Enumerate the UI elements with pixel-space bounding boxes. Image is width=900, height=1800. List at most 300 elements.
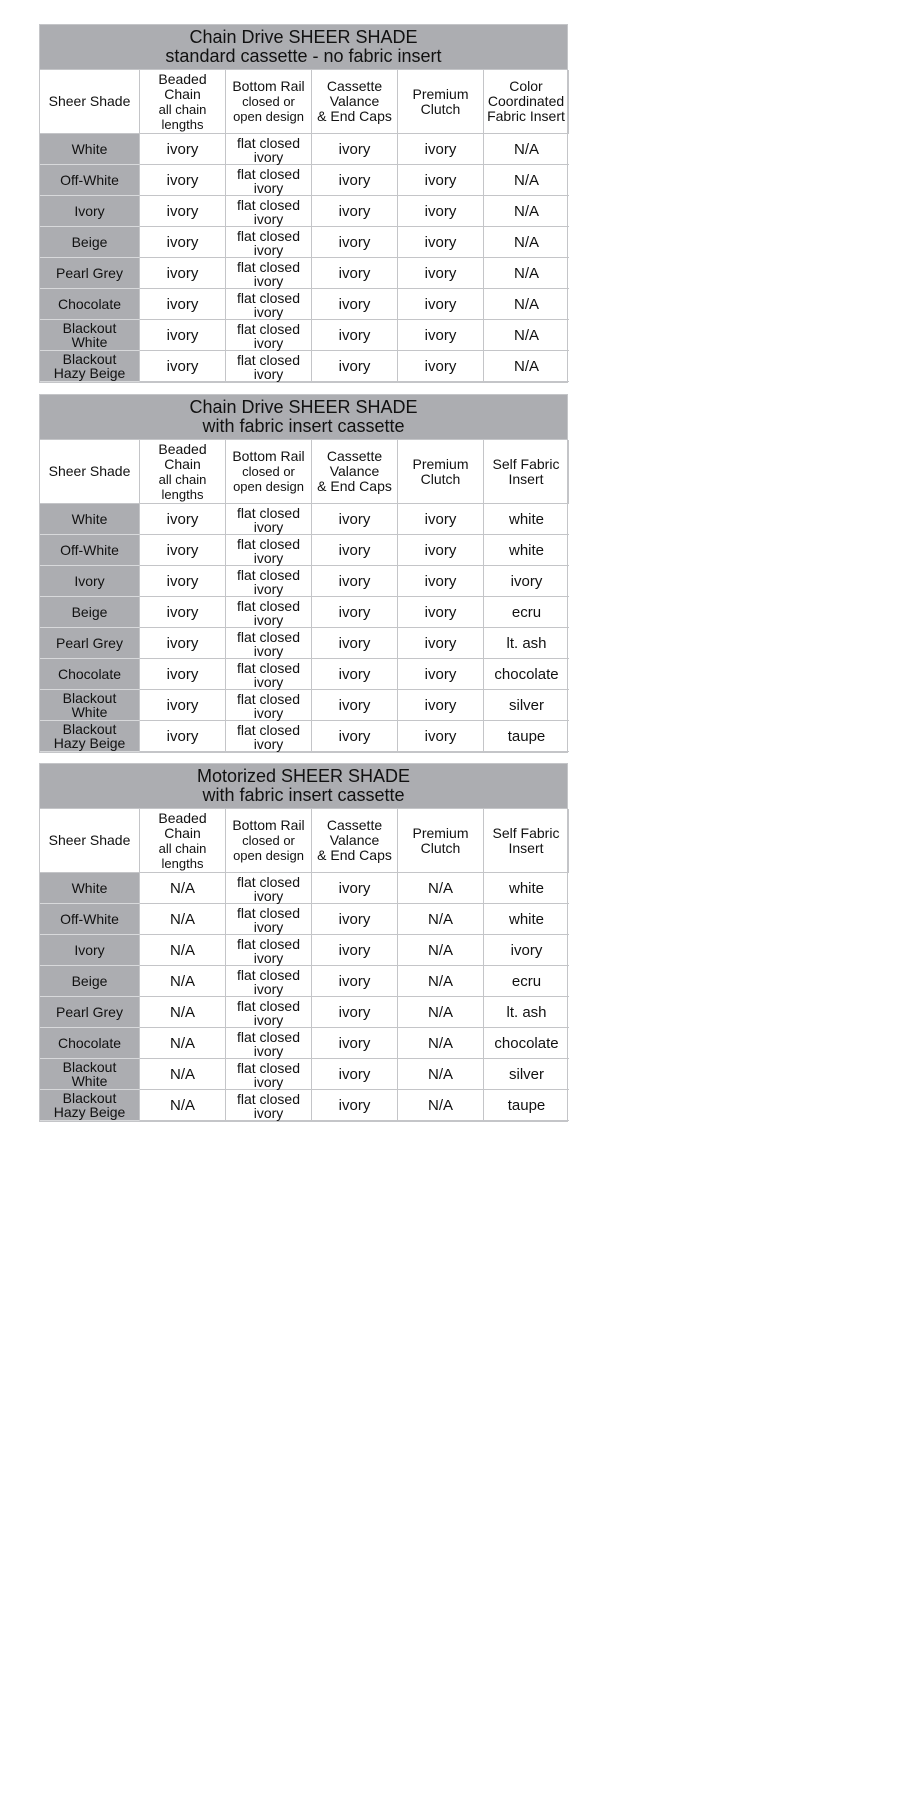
header-line: Sheer Shade	[48, 93, 131, 109]
header-line: lengths	[161, 116, 204, 132]
header-line: Beaded	[158, 440, 207, 457]
cell-clutch: ivory	[398, 504, 484, 535]
row-name-line: White	[71, 1073, 108, 1089]
rail-line: ivory	[253, 888, 284, 904]
header-line: open design	[233, 109, 304, 124]
row-name	[40, 873, 140, 904]
cell-cassette: ivory	[312, 597, 398, 628]
cell-rail	[226, 351, 312, 382]
rail-line: ivory	[253, 981, 284, 997]
cell-cassette: ivory	[312, 351, 398, 382]
cell-chain: N/A	[140, 873, 226, 904]
header-line: Beaded	[158, 70, 207, 87]
header-cassette	[312, 440, 398, 504]
header-line: Valance	[329, 463, 380, 479]
rail-line: flat closed	[236, 660, 301, 676]
rail-line: flat closed	[236, 629, 301, 645]
cell-rail	[226, 659, 312, 690]
table-grid	[40, 70, 567, 382]
cell-insert: N/A	[484, 258, 569, 289]
rail-line: flat closed	[236, 352, 301, 368]
rail-line: flat closed	[236, 874, 301, 890]
row-name-line: Pearl Grey	[56, 265, 123, 281]
cell-clutch: ivory	[398, 566, 484, 597]
cell-clutch: ivory	[398, 258, 484, 289]
row-name	[40, 1028, 140, 1059]
cell-rail	[226, 935, 312, 966]
cell-insert: lt. ash	[484, 997, 569, 1028]
cell-rail	[226, 628, 312, 659]
cell-chain: ivory	[140, 504, 226, 535]
rail-line: ivory	[253, 242, 284, 258]
cell-chain: ivory	[140, 165, 226, 196]
cell-cassette: ivory	[312, 566, 398, 597]
cell-cassette: ivory	[312, 659, 398, 690]
cell-insert: chocolate	[484, 1028, 569, 1059]
rail-line: ivory	[253, 643, 284, 659]
cell-clutch: ivory	[398, 535, 484, 566]
header-line: Self Fabric	[492, 455, 560, 472]
header-line: lengths	[161, 486, 204, 502]
cell-rail	[226, 966, 312, 997]
cell-rail	[226, 535, 312, 566]
rail-line: flat closed	[236, 567, 301, 583]
spec-table-chain-insert	[39, 394, 568, 753]
rail-line: flat closed	[236, 967, 301, 983]
header-premium-clutch	[398, 70, 484, 134]
header-line: all chain	[158, 471, 207, 487]
cell-cassette: ivory	[312, 997, 398, 1028]
cell-insert: white	[484, 873, 569, 904]
rail-line: ivory	[253, 581, 284, 597]
cell-cassette: ivory	[312, 227, 398, 258]
rail-line: ivory	[253, 919, 284, 935]
cell-insert: ivory	[484, 935, 569, 966]
rail-line: flat closed	[236, 290, 301, 306]
cell-chain: ivory	[140, 196, 226, 227]
cell-cassette: ivory	[312, 320, 398, 351]
row-name-line: Pearl Grey	[56, 1004, 123, 1020]
rail-line: ivory	[253, 1043, 284, 1059]
cell-insert: ivory	[484, 566, 569, 597]
cell-rail	[226, 904, 312, 935]
row-name-line: Off-White	[60, 542, 119, 558]
row-name	[40, 1090, 140, 1121]
row-name-line: Blackout	[62, 690, 117, 706]
cell-clutch: ivory	[398, 134, 484, 165]
cell-chain: ivory	[140, 535, 226, 566]
header-line: Chain	[164, 85, 201, 102]
cell-chain: ivory	[140, 227, 226, 258]
cell-insert: N/A	[484, 351, 569, 382]
cell-rail	[226, 320, 312, 351]
cell-cassette: ivory	[312, 196, 398, 227]
cell-chain: ivory	[140, 597, 226, 628]
row-name	[40, 258, 140, 289]
header-line: all chain	[158, 101, 207, 117]
header-line: Chain	[164, 455, 201, 472]
rail-line: ivory	[253, 211, 284, 227]
rail-line: ivory	[253, 705, 284, 721]
row-name	[40, 1059, 140, 1090]
rail-line: ivory	[253, 180, 284, 196]
cell-clutch: ivory	[398, 351, 484, 382]
rail-line: ivory	[253, 1074, 284, 1090]
cell-cassette: ivory	[312, 721, 398, 752]
cell-rail	[226, 1028, 312, 1059]
cell-insert: white	[484, 535, 569, 566]
cell-rail	[226, 873, 312, 904]
header-sheer-shade	[40, 70, 140, 134]
cell-clutch: ivory	[398, 628, 484, 659]
cell-insert: N/A	[484, 289, 569, 320]
cell-insert: N/A	[484, 227, 569, 258]
cell-cassette: ivory	[312, 873, 398, 904]
header-line: Bottom Rail	[232, 78, 305, 94]
cell-insert: N/A	[484, 196, 569, 227]
header-line: Premium	[412, 455, 469, 472]
cell-clutch: ivory	[398, 721, 484, 752]
cell-cassette: ivory	[312, 504, 398, 535]
cell-rail	[226, 997, 312, 1028]
rail-line: ivory	[253, 550, 284, 566]
cell-insert: taupe	[484, 721, 569, 752]
cell-clutch: ivory	[398, 690, 484, 721]
cell-chain: ivory	[140, 659, 226, 690]
header-premium-clutch	[398, 809, 484, 873]
row-name-line: Off-White	[60, 172, 119, 188]
row-name	[40, 320, 140, 351]
rail-line: ivory	[253, 149, 284, 165]
cell-insert: ecru	[484, 597, 569, 628]
cell-clutch: N/A	[398, 1028, 484, 1059]
row-name-line: Beige	[71, 234, 108, 250]
cell-cassette: ivory	[312, 1090, 398, 1121]
cell-chain: ivory	[140, 628, 226, 659]
table-grid	[40, 440, 567, 752]
header-line: Sheer Shade	[48, 832, 131, 848]
header-line: Bottom Rail	[232, 817, 305, 833]
row-name-line: Pearl Grey	[56, 635, 123, 651]
cell-chain: N/A	[140, 935, 226, 966]
header-line: Fabric Insert	[487, 108, 565, 124]
header-line: Color	[509, 78, 543, 94]
row-name-line: Chocolate	[57, 296, 122, 312]
header-line: Cassette	[326, 78, 383, 94]
header-premium-clutch	[398, 440, 484, 504]
row-name-line: Ivory	[74, 942, 105, 958]
table-title	[40, 25, 567, 70]
header-line: Cassette	[326, 817, 383, 833]
cell-clutch: N/A	[398, 904, 484, 935]
row-name	[40, 997, 140, 1028]
row-name-line: Blackout	[62, 721, 117, 737]
cell-rail	[226, 165, 312, 196]
cell-clutch: ivory	[398, 165, 484, 196]
header-sheer-shade	[40, 440, 140, 504]
rail-line: flat closed	[236, 1091, 301, 1107]
row-name-line: Chocolate	[57, 1035, 122, 1051]
row-name	[40, 690, 140, 721]
cell-rail	[226, 504, 312, 535]
rail-line: ivory	[253, 736, 284, 752]
row-name-line: Blackout	[62, 351, 117, 367]
cell-chain: ivory	[140, 351, 226, 382]
row-name-line: Ivory	[74, 573, 105, 589]
row-name	[40, 289, 140, 320]
cell-insert: white	[484, 904, 569, 935]
table-subtitle-line: with fabric insert cassette	[202, 416, 405, 436]
cell-rail	[226, 258, 312, 289]
rail-line: ivory	[253, 1012, 284, 1028]
rail-line: ivory	[253, 304, 284, 320]
row-name	[40, 659, 140, 690]
row-name-line: Blackout	[62, 1090, 117, 1106]
header-beaded-chain	[140, 70, 226, 134]
row-name-line: Hazy Beige	[53, 365, 126, 381]
cell-chain: N/A	[140, 1090, 226, 1121]
cell-clutch: N/A	[398, 997, 484, 1028]
rail-line: flat closed	[236, 197, 301, 213]
header-line: Clutch	[420, 470, 461, 487]
row-name	[40, 935, 140, 966]
cell-rail	[226, 134, 312, 165]
cell-rail	[226, 597, 312, 628]
cell-cassette: ivory	[312, 1059, 398, 1090]
row-name	[40, 134, 140, 165]
cell-cassette: ivory	[312, 935, 398, 966]
row-name-line: Beige	[71, 973, 108, 989]
row-name	[40, 904, 140, 935]
cell-insert: white	[484, 504, 569, 535]
rail-line: ivory	[253, 519, 284, 535]
cell-cassette: ivory	[312, 966, 398, 997]
table-title	[40, 764, 567, 809]
row-name	[40, 966, 140, 997]
row-name	[40, 165, 140, 196]
cell-cassette: ivory	[312, 258, 398, 289]
cell-chain: N/A	[140, 966, 226, 997]
rail-line: flat closed	[236, 722, 301, 738]
header-line: all chain	[158, 840, 207, 856]
cell-rail	[226, 196, 312, 227]
header-beaded-chain	[140, 440, 226, 504]
cell-chain: ivory	[140, 289, 226, 320]
row-name	[40, 597, 140, 628]
cell-insert: N/A	[484, 320, 569, 351]
row-name	[40, 535, 140, 566]
cell-clutch: N/A	[398, 935, 484, 966]
cell-insert: silver	[484, 1059, 569, 1090]
row-name-line: White	[71, 334, 108, 350]
row-name-line: Blackout	[62, 1059, 117, 1075]
header-line: Clutch	[420, 839, 461, 856]
cell-rail	[226, 1059, 312, 1090]
header-line: Valance	[329, 832, 380, 848]
cell-cassette: ivory	[312, 690, 398, 721]
cell-insert: N/A	[484, 165, 569, 196]
header-cassette	[312, 809, 398, 873]
table-title-line: Motorized SHEER SHADE	[196, 766, 411, 786]
header-line: lengths	[161, 855, 204, 871]
row-name-line: Blackout	[62, 320, 117, 336]
spec-table-motorized-insert	[39, 763, 568, 1122]
table-subtitle-line: standard cassette - no fabric insert	[165, 46, 442, 66]
header-line: Coordinated	[487, 93, 565, 109]
cell-insert: N/A	[484, 134, 569, 165]
cell-cassette: ivory	[312, 165, 398, 196]
rail-line: flat closed	[236, 228, 301, 244]
row-name	[40, 196, 140, 227]
cell-chain: ivory	[140, 721, 226, 752]
cell-rail	[226, 227, 312, 258]
header-line: Bottom Rail	[232, 448, 305, 464]
header-line: Cassette	[326, 448, 383, 464]
header-fabric-insert	[484, 70, 569, 134]
row-name	[40, 351, 140, 382]
cell-rail	[226, 690, 312, 721]
cell-clutch: N/A	[398, 1059, 484, 1090]
cell-cassette: ivory	[312, 134, 398, 165]
table-title	[40, 395, 567, 440]
rail-line: ivory	[253, 335, 284, 351]
rail-line: ivory	[253, 1105, 284, 1121]
table-title-line: Chain Drive SHEER SHADE	[189, 397, 418, 417]
rail-line: flat closed	[236, 598, 301, 614]
cell-cassette: ivory	[312, 628, 398, 659]
table-title-line: Chain Drive SHEER SHADE	[189, 27, 418, 47]
cell-cassette: ivory	[312, 904, 398, 935]
rail-line: ivory	[253, 366, 284, 382]
rail-line: flat closed	[236, 998, 301, 1014]
cell-chain: N/A	[140, 904, 226, 935]
header-self-fabric-insert	[484, 440, 569, 504]
rail-line: flat closed	[236, 321, 301, 337]
header-line: Chain	[164, 824, 201, 841]
rail-line: flat closed	[236, 936, 301, 952]
header-bottom-rail	[226, 809, 312, 873]
header-line: closed or	[242, 464, 295, 479]
row-name-line: White	[71, 511, 108, 527]
cell-rail	[226, 1090, 312, 1121]
header-line: & End Caps	[317, 478, 392, 494]
header-line: open design	[233, 479, 304, 494]
rail-line: ivory	[253, 273, 284, 289]
cell-chain: ivory	[140, 134, 226, 165]
row-name-line: Hazy Beige	[53, 735, 126, 751]
cell-insert: silver	[484, 690, 569, 721]
rail-line: flat closed	[236, 1060, 301, 1076]
cell-cassette: ivory	[312, 289, 398, 320]
header-line: open design	[233, 848, 304, 863]
row-name-line: White	[71, 704, 108, 720]
cell-cassette: ivory	[312, 1028, 398, 1059]
rail-line: flat closed	[236, 536, 301, 552]
header-line: Premium	[412, 824, 469, 841]
cell-insert: lt. ash	[484, 628, 569, 659]
rail-line: ivory	[253, 612, 284, 628]
row-name	[40, 504, 140, 535]
cell-chain: N/A	[140, 997, 226, 1028]
cell-rail	[226, 566, 312, 597]
cell-insert: taupe	[484, 1090, 569, 1121]
cell-chain: ivory	[140, 320, 226, 351]
header-bottom-rail	[226, 70, 312, 134]
header-line: & End Caps	[317, 108, 392, 124]
rail-line: flat closed	[236, 691, 301, 707]
cell-chain: N/A	[140, 1059, 226, 1090]
cell-clutch: ivory	[398, 597, 484, 628]
row-name-line: Off-White	[60, 911, 119, 927]
row-name	[40, 227, 140, 258]
row-name-line: Beige	[71, 604, 108, 620]
cell-cassette: ivory	[312, 535, 398, 566]
rail-line: flat closed	[236, 259, 301, 275]
rail-line: ivory	[253, 674, 284, 690]
cell-clutch: N/A	[398, 966, 484, 997]
cell-rail	[226, 289, 312, 320]
header-line: Insert	[508, 839, 544, 856]
cell-chain: ivory	[140, 690, 226, 721]
header-line: Valance	[329, 93, 380, 109]
rail-line: flat closed	[236, 905, 301, 921]
row-name	[40, 628, 140, 659]
cell-clutch: N/A	[398, 1090, 484, 1121]
header-line: Insert	[508, 470, 544, 487]
header-line: closed or	[242, 94, 295, 109]
header-line: closed or	[242, 833, 295, 848]
header-line: & End Caps	[317, 847, 392, 863]
cell-clutch: ivory	[398, 289, 484, 320]
spec-table-chain-standard	[39, 24, 568, 383]
row-name-line: Ivory	[74, 203, 105, 219]
row-name	[40, 721, 140, 752]
cell-insert: ecru	[484, 966, 569, 997]
header-line: Sheer Shade	[48, 463, 131, 479]
rail-line: flat closed	[236, 135, 301, 151]
cell-rail	[226, 721, 312, 752]
header-beaded-chain	[140, 809, 226, 873]
cell-insert: chocolate	[484, 659, 569, 690]
header-line: Beaded	[158, 809, 207, 826]
cell-clutch: N/A	[398, 873, 484, 904]
row-name-line: Chocolate	[57, 666, 122, 682]
row-name-line: Hazy Beige	[53, 1104, 126, 1120]
rail-line: flat closed	[236, 505, 301, 521]
row-name-line: White	[71, 880, 108, 896]
table-subtitle-line: with fabric insert cassette	[202, 785, 405, 805]
cell-clutch: ivory	[398, 227, 484, 258]
cell-clutch: ivory	[398, 659, 484, 690]
header-line: Premium	[412, 85, 469, 102]
cell-clutch: ivory	[398, 320, 484, 351]
header-bottom-rail	[226, 440, 312, 504]
cell-chain: ivory	[140, 258, 226, 289]
header-sheer-shade	[40, 809, 140, 873]
header-line: Self Fabric	[492, 824, 560, 841]
rail-line: ivory	[253, 950, 284, 966]
cell-chain: N/A	[140, 1028, 226, 1059]
rail-line: flat closed	[236, 166, 301, 182]
header-cassette	[312, 70, 398, 134]
cell-chain: ivory	[140, 566, 226, 597]
row-name	[40, 566, 140, 597]
header-line: Clutch	[420, 100, 461, 117]
header-self-fabric-insert	[484, 809, 569, 873]
row-name-line: White	[71, 141, 108, 157]
cell-clutch: ivory	[398, 196, 484, 227]
table-grid	[40, 809, 567, 1121]
